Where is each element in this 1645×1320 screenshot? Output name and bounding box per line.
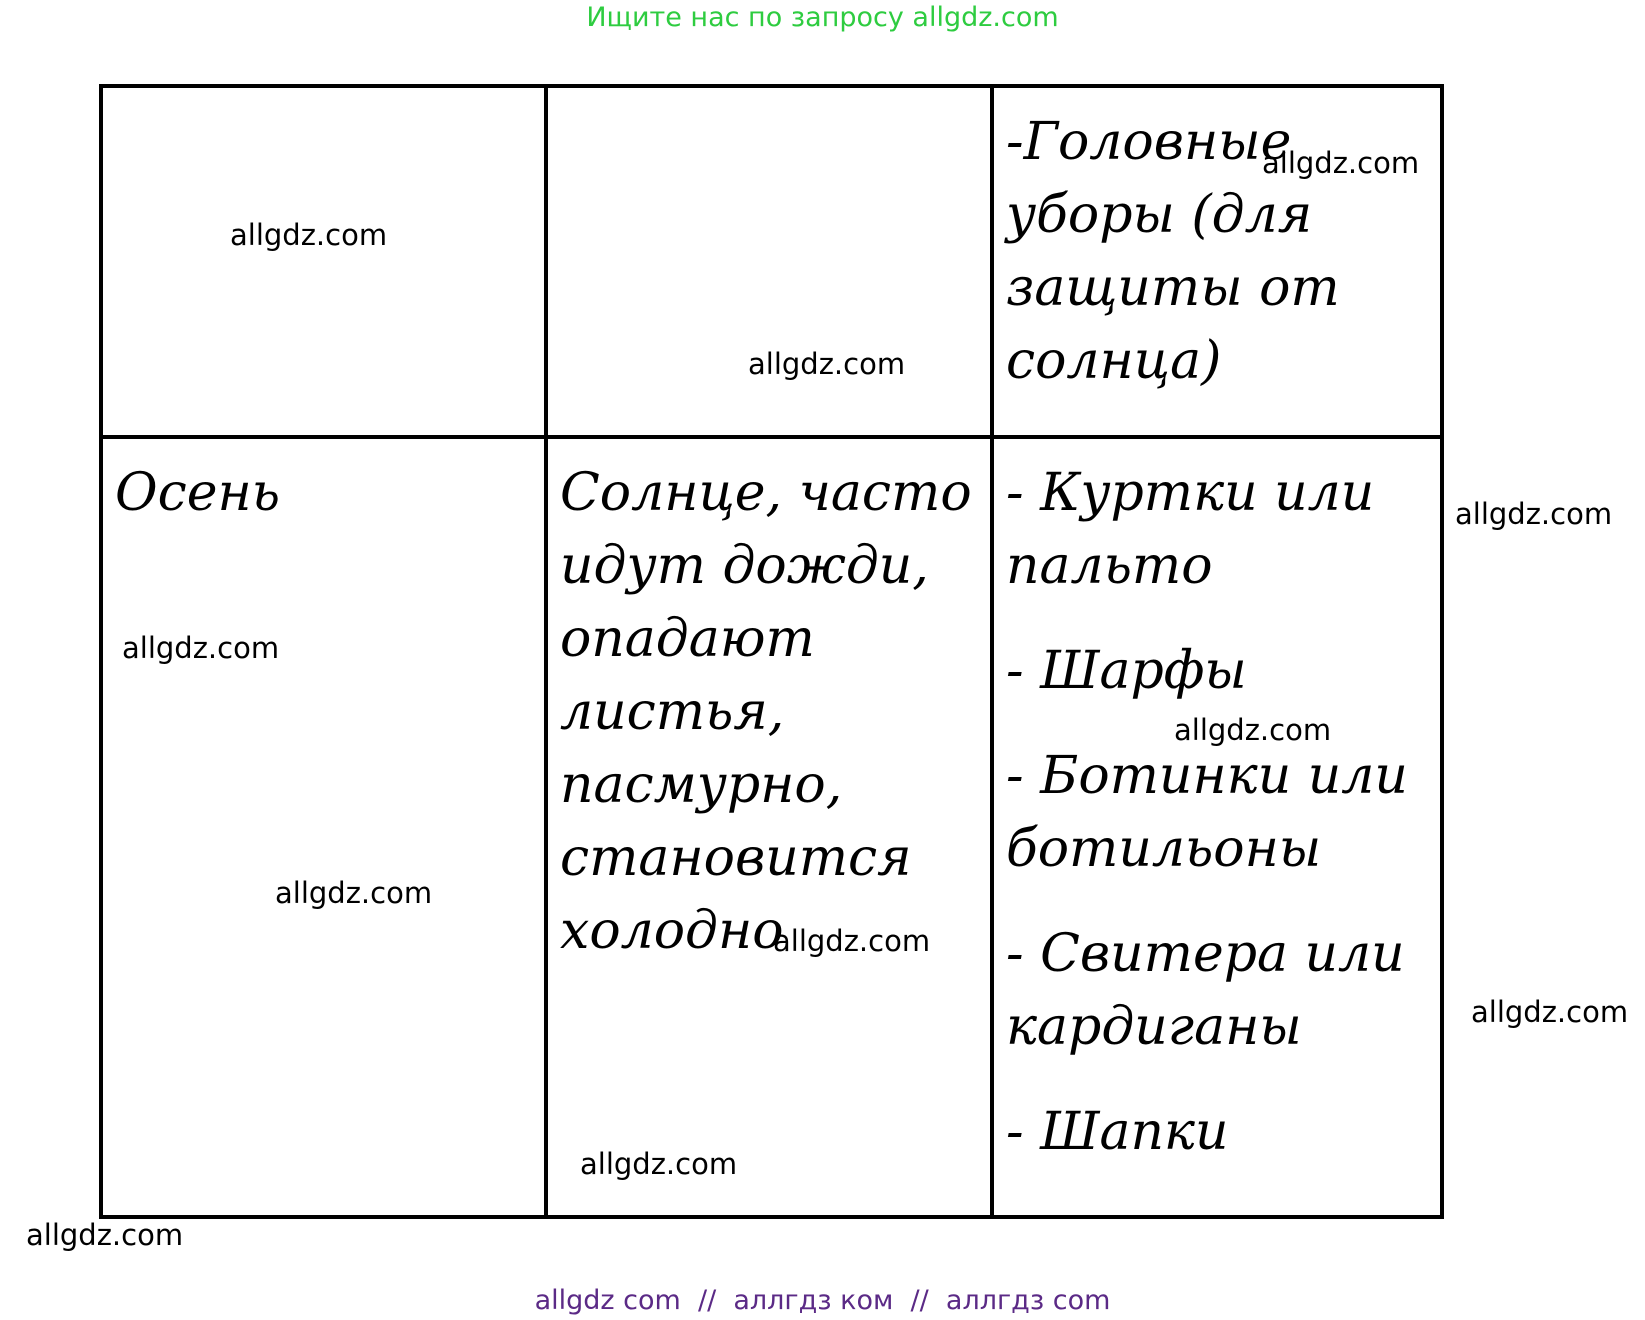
table-cell-season	[101, 437, 546, 1217]
clothing-item: - Шарфы	[1006, 641, 1247, 701]
watermark: allgdz.com	[1471, 995, 1629, 1029]
watermark: allgdz.com	[1174, 713, 1332, 747]
clothing-item: - Свитера или кардиганы	[1006, 924, 1405, 1057]
watermark: allgdz.com	[748, 347, 906, 381]
season-clothing-table	[99, 84, 1444, 1219]
watermark: allgdz.com	[275, 876, 433, 910]
footer-ad-text: allgdz com // аллгдз ком // аллгдз com	[534, 1285, 1111, 1316]
clothing-item: -Головные уборы (для защиты от солнца)	[1006, 112, 1340, 391]
watermark: allgdz.com	[773, 924, 931, 958]
table-cell-r1-c2	[546, 86, 992, 437]
watermark: allgdz.com	[230, 218, 388, 252]
table-cell-weather	[546, 437, 992, 1217]
table-cell-clothing	[992, 437, 1442, 1217]
table-row	[101, 86, 1442, 437]
table-cell-r1-c1	[101, 86, 546, 437]
watermark: allgdz.com	[26, 1218, 184, 1252]
clothing-item: - Куртки или пальто	[1006, 463, 1375, 596]
clothing-item: - Шапки	[1006, 1102, 1229, 1162]
watermark: allgdz.com	[580, 1147, 738, 1181]
table-cell-r1-c3	[992, 86, 1442, 437]
weather-description: Солнце, часто идут дожди, опадают листья, пасмурно, становится холодно	[560, 463, 972, 961]
watermark: allgdz.com	[1455, 497, 1613, 531]
clothing-item: - Ботинки или ботильоны	[1006, 746, 1408, 879]
watermark: allgdz.com	[122, 631, 280, 665]
table-row	[101, 437, 1442, 1217]
header-ad-text: Ищите нас по запросу allgdz.com	[586, 2, 1059, 33]
season-name: Осень	[115, 463, 281, 523]
watermark: allgdz.com	[1262, 146, 1420, 180]
